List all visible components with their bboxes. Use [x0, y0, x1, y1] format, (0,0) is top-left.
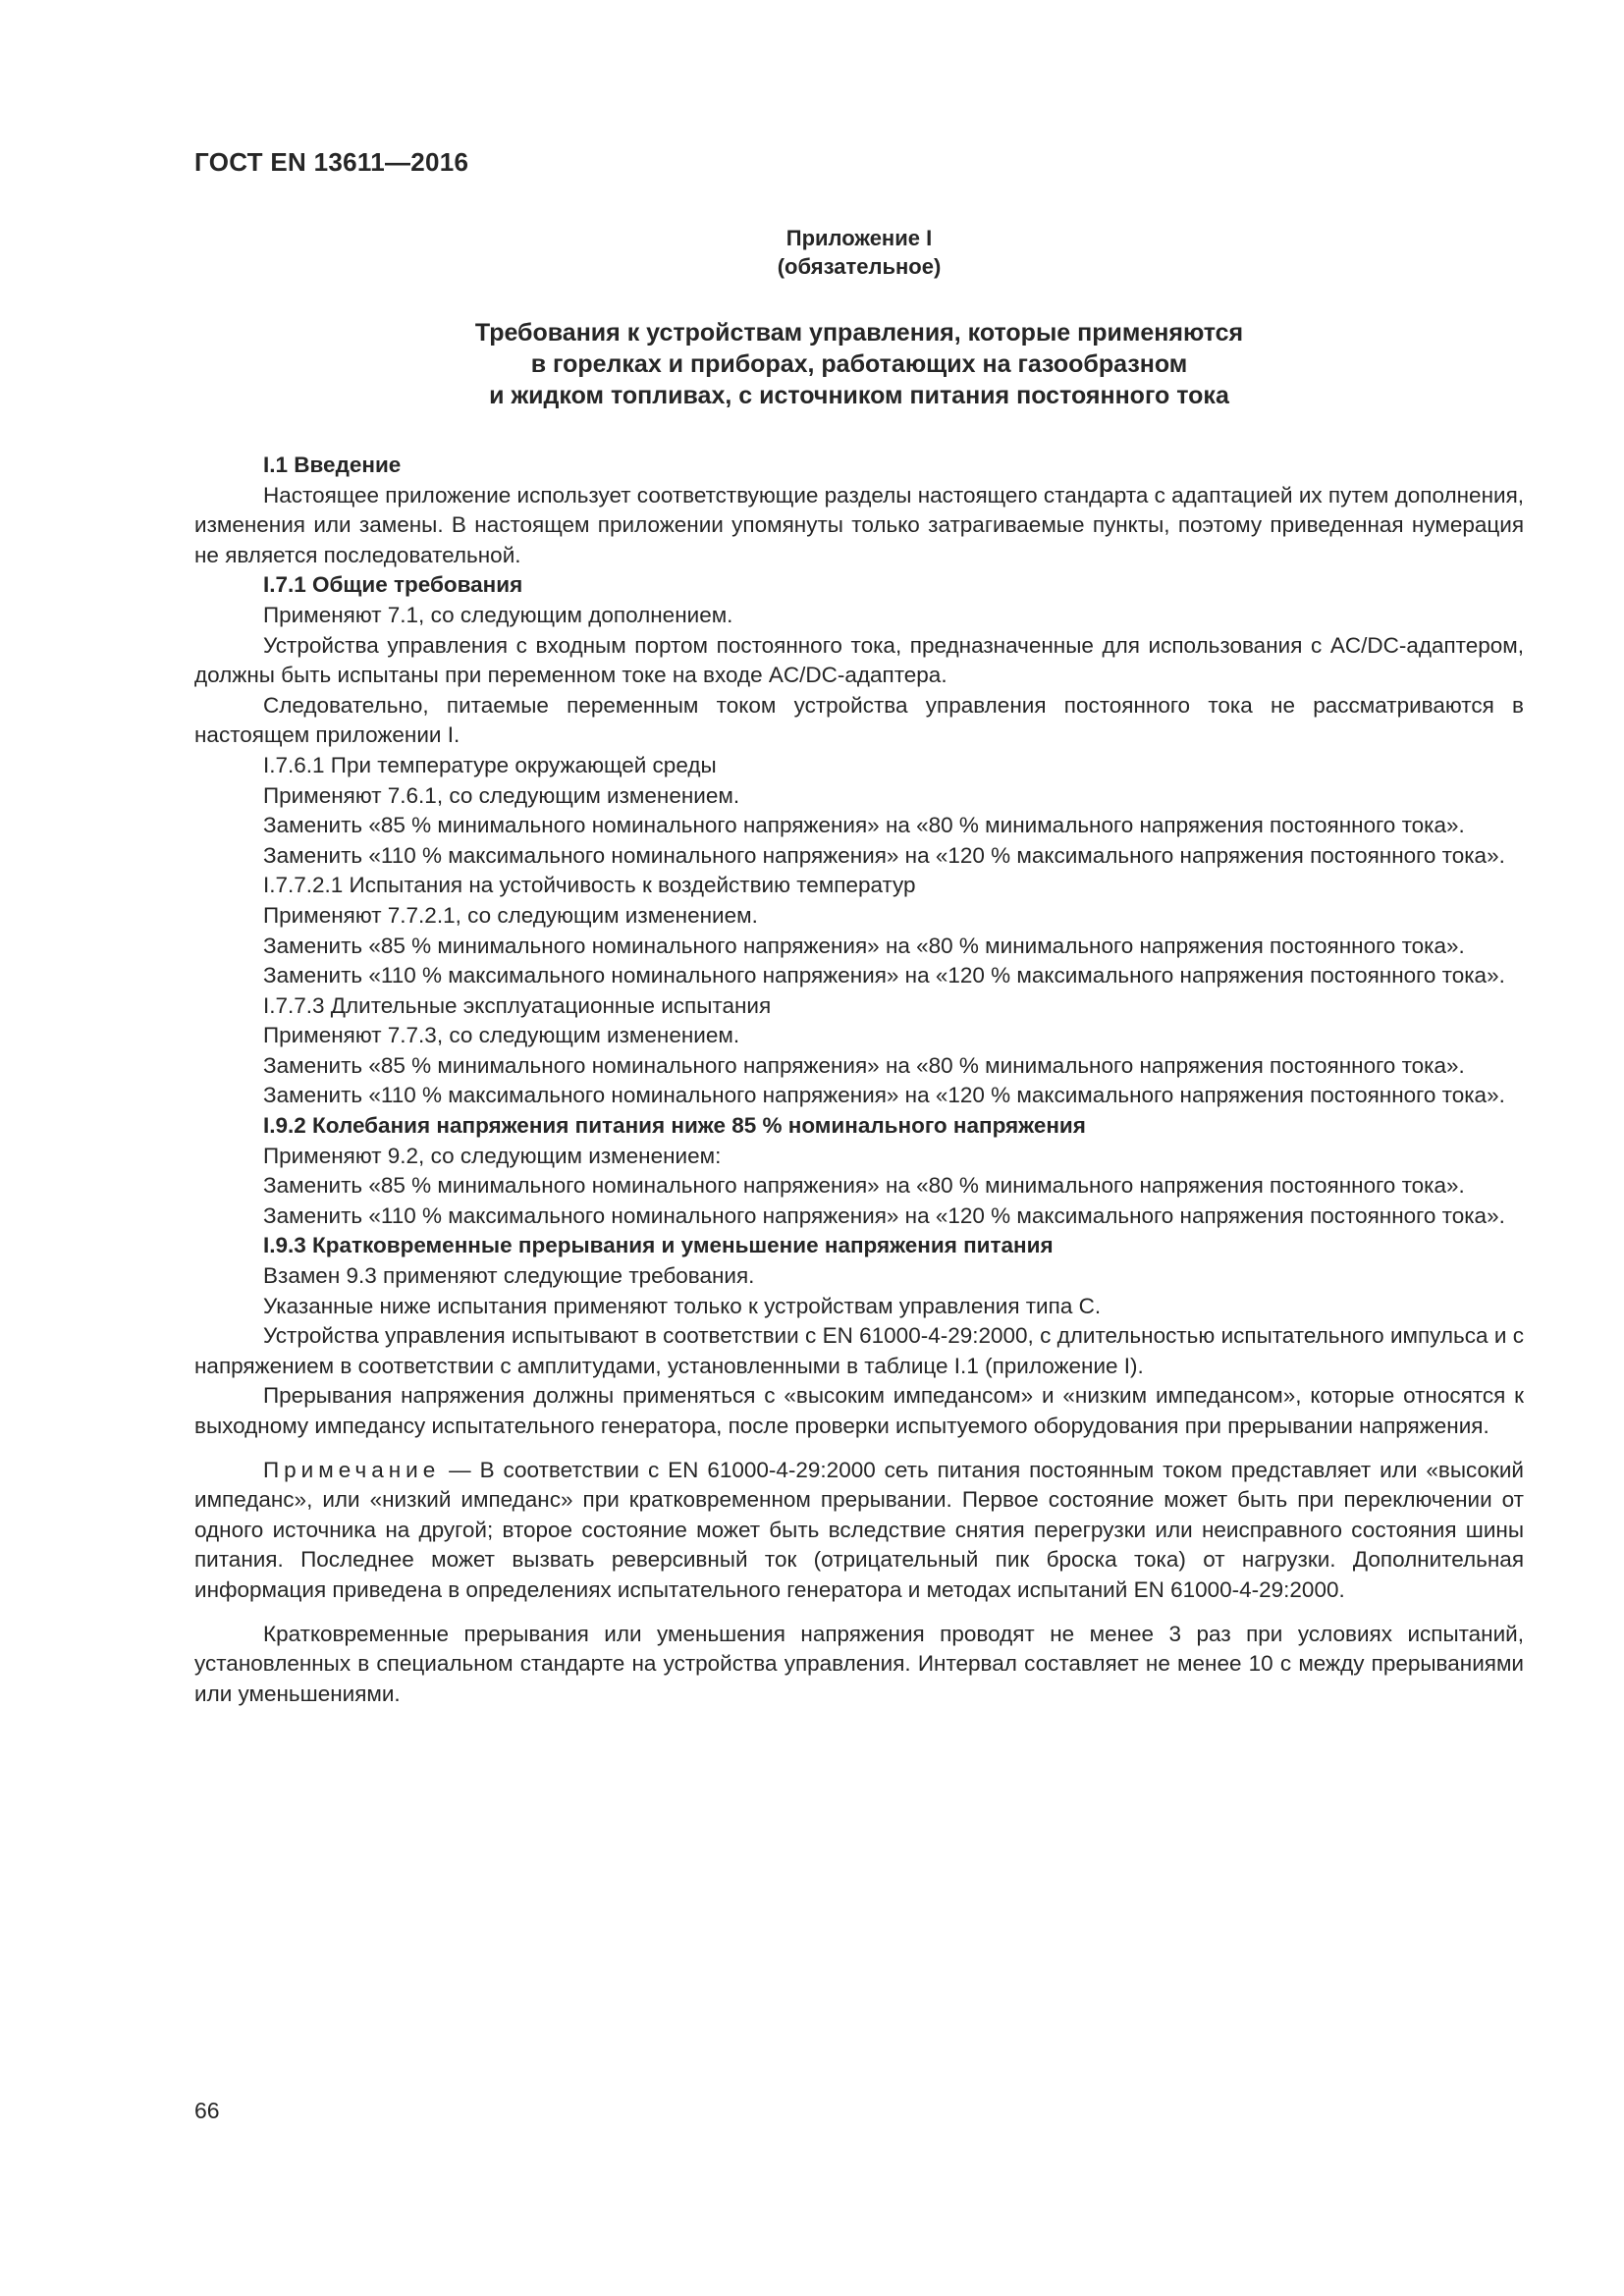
paragraph: Применяют 7.6.1, со следующим изменением. — [263, 782, 740, 808]
section-heading-general-requirements: I.7.1 Общие требования — [263, 572, 523, 598]
paragraph: Применяют 9.2, со следующим изменением: — [263, 1143, 722, 1168]
document-body — [194, 451, 1524, 1709]
page-number: 66 — [194, 2098, 220, 2123]
title-line: в горелках и приборах, работающих на газообразном — [530, 350, 1188, 378]
paragraph: Взамен 9.3 применяют следующие требования. — [263, 1263, 755, 1289]
subsection-heading: I.7.7.3 Длительные эксплуатационные испытания — [263, 992, 772, 1018]
paragraph: Заменить «85 % минимального номинального напряжения» на «80 % минимального напряжения постоянного тока». — [263, 1052, 1465, 1078]
appendix-heading — [194, 224, 1524, 281]
paragraph: Заменить «110 % максимального номинального напряжения» на «120 % максимального напряжения постоянного тока». — [263, 842, 1505, 868]
title-line: и жидком топливах, с источником питания постоянного тока — [489, 382, 1229, 409]
paragraph: Устройства управления с входным портом постоянного тока, предназначенные для использования с AC/DC-адаптером, должны быть испытаны при переменном токе на входе AC/DC-адаптера. — [194, 632, 1524, 688]
paragraph: Настоящее приложение использует соответствующие разделы настоящего стандарта с адаптацией их путем дополнения, изменения или замены. В настоящем приложении упомянуты только затрагиваемые пункты, поэтому приведенная нумерация не является последовательной. — [194, 482, 1524, 567]
paragraph: Заменить «110 % максимального номинального напряжения» на «120 % максимального напряжения постоянного тока». — [263, 1083, 1505, 1108]
paragraph: Заменить «110 % максимального номинального напряжения» на «120 % максимального напряжения постоянного тока». — [263, 1202, 1505, 1228]
appendix-title — [194, 317, 1524, 411]
title-line: Требования к устройствам управления, которые применяются — [474, 319, 1244, 347]
document-page — [194, 0, 1524, 2296]
section-heading-voltage-fluctuations: I.9.2 Колебания напряжения питания ниже 85 % номинального напряжения — [263, 1113, 1086, 1139]
paragraph: Применяют 7.7.2.1, со следующим изменением. — [263, 902, 758, 928]
note-text: — В соответствии с EN 61000-4-29:2000 сеть питания постоянным током представляет или «высокий импеданс», или «низкий импеданс» при кратковременном прерывании. Первое состояние может быть при переключении от одного источника на другой; второе состояние может быть вследствие снятия перегрузки или неисправного состояния шины питания. Последнее может вызвать реверсивный ток (отрицательный пик броска тока) от нагрузки. Дополнительная информация приведена в определениях испытательного генератора и методах испытаний EN 61000-4-29:2000. — [194, 1457, 1524, 1602]
paragraph: Кратковременные прерывания или уменьшения напряжения проводят не менее 3 раз при условиях испытаний, установленных в специальном стандарте на устройства управления. Интервал составляет не менее 10 с между прерываниями или уменьшениями. — [194, 1621, 1524, 1706]
subsection-heading: I.7.7.2.1 Испытания на устойчивость к воздействию температур — [263, 873, 916, 898]
paragraph: Устройства управления испытывают в соответствии с EN 61000-4-29:2000, с длительностью испытательного импульса и с напряжением в соответствии с амплитудами, установленными в таблице I.1 (приложение I). — [194, 1323, 1524, 1378]
paragraph: Применяют 7.7.3, со следующим изменением. — [263, 1023, 740, 1048]
subsection-heading: I.7.6.1 При температуре окружающей среды — [263, 752, 717, 777]
note-paragraph — [194, 1456, 1524, 1606]
paragraph: Указанные ниже испытания применяют только к устройствам управления типа С. — [263, 1293, 1102, 1318]
paragraph: Прерывания напряжения должны применяться с «высоким импедансом» и «низким импедансом», которые относятся к выходному импедансу испытательного генератора, после проверки испытуемого оборудования при прерывании напряжения. — [194, 1383, 1524, 1438]
paragraph: Заменить «110 % максимального номинального напряжения» на «120 % максимального напряжения постоянного тока». — [263, 963, 1505, 988]
paragraph: Заменить «85 % минимального номинального напряжения» на «80 % минимального напряжения постоянного тока». — [263, 813, 1465, 838]
paragraph: Применяют 7.1, со следующим дополнением. — [263, 602, 733, 627]
appendix-name: Приложение I — [785, 226, 933, 250]
appendix-status: (обязательное) — [777, 254, 942, 279]
section-heading-introduction: I.1 Введение — [263, 453, 402, 477]
paragraph: Следовательно, питаемые переменным током устройства управления постоянного тока не рассматриваются в настоящем приложении I. — [194, 692, 1524, 748]
document-id-header: ГОСТ EN 13611—2016 — [194, 147, 469, 177]
section-heading-short-interruptions: I.9.3 Кратковременные прерывания и уменьшение напряжения питания — [263, 1233, 1054, 1258]
paragraph: Заменить «85 % минимального номинального напряжения» на «80 % минимального напряжения постоянного тока». — [263, 933, 1465, 958]
note-label: Примечание — [263, 1457, 441, 1482]
paragraph: Заменить «85 % минимального номинального напряжения» на «80 % минимального напряжения постоянного тока». — [263, 1173, 1465, 1199]
